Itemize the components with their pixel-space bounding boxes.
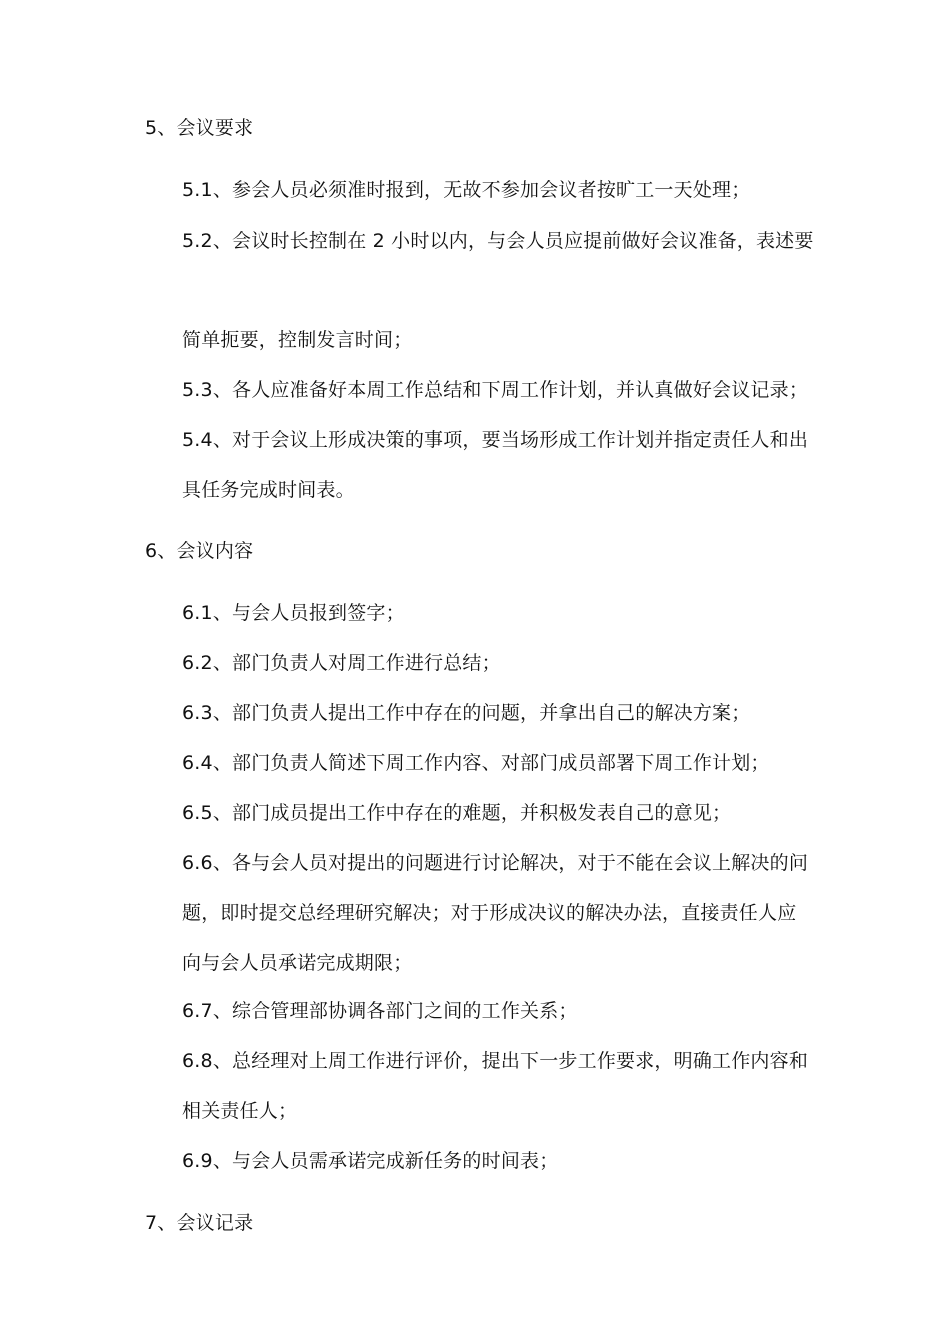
item-5-4-line-1: 5.4、对于会议上形成决策的事项，要当场形成工作计划并指定责任人和出 xyxy=(182,429,809,451)
section-heading-6: 6、会议内容 xyxy=(145,540,254,562)
item-6-6-line-1: 6.6、各与会人员对提出的问题进行讨论解决，对于不能在会议上解决的问 xyxy=(182,852,809,874)
item-5-3: 5.3、各人应准备好本周工作总结和下周工作计划，并认真做好会议记录； xyxy=(182,379,809,401)
item-6-1: 6.1、与会人员报到签字； xyxy=(182,602,405,624)
item-6-8-line-2: 相关责任人； xyxy=(182,1100,298,1122)
section-heading-7: 7、会议记录 xyxy=(145,1212,254,1234)
item-6-6-line-3: 向与会人员承诺完成期限； xyxy=(182,952,413,974)
item-6-5: 6.5、部门成员提出工作中存在的难题，并积极发表自己的意见； xyxy=(182,802,732,824)
item-5-2-line-1: 5.2、会议时长控制在 2 小时以内，与会人员应提前做好会议准备，表述要 xyxy=(182,230,814,252)
item-6-8-line-1: 6.8、总经理对上周工作进行评价，提出下一步工作要求，明确工作内容和 xyxy=(182,1050,809,1072)
item-6-9: 6.9、与会人员需承诺完成新任务的时间表； xyxy=(182,1150,559,1172)
item-5-2-line-2: 简单扼要，控制发言时间； xyxy=(182,329,413,351)
item-6-2: 6.2、部门负责人对周工作进行总结； xyxy=(182,652,501,674)
item-6-3: 6.3、部门负责人提出工作中存在的问题，并拿出自己的解决方案； xyxy=(182,702,751,724)
item-5-1: 5.1、参会人员必须准时报到，无故不参加会议者按旷工一天处理； xyxy=(182,179,751,201)
item-6-6-line-2: 题，即时提交总经理研究解决；对于形成决议的解决办法，直接责任人应 xyxy=(182,902,797,924)
item-6-7: 6.7、综合管理部协调各部门之间的工作关系； xyxy=(182,1000,578,1022)
section-heading-5: 5、会议要求 xyxy=(145,117,254,139)
item-5-4-line-2: 具任务完成时间表。 xyxy=(182,479,355,501)
item-6-4: 6.4、部门负责人简述下周工作内容、对部门成员部署下周工作计划； xyxy=(182,752,770,774)
